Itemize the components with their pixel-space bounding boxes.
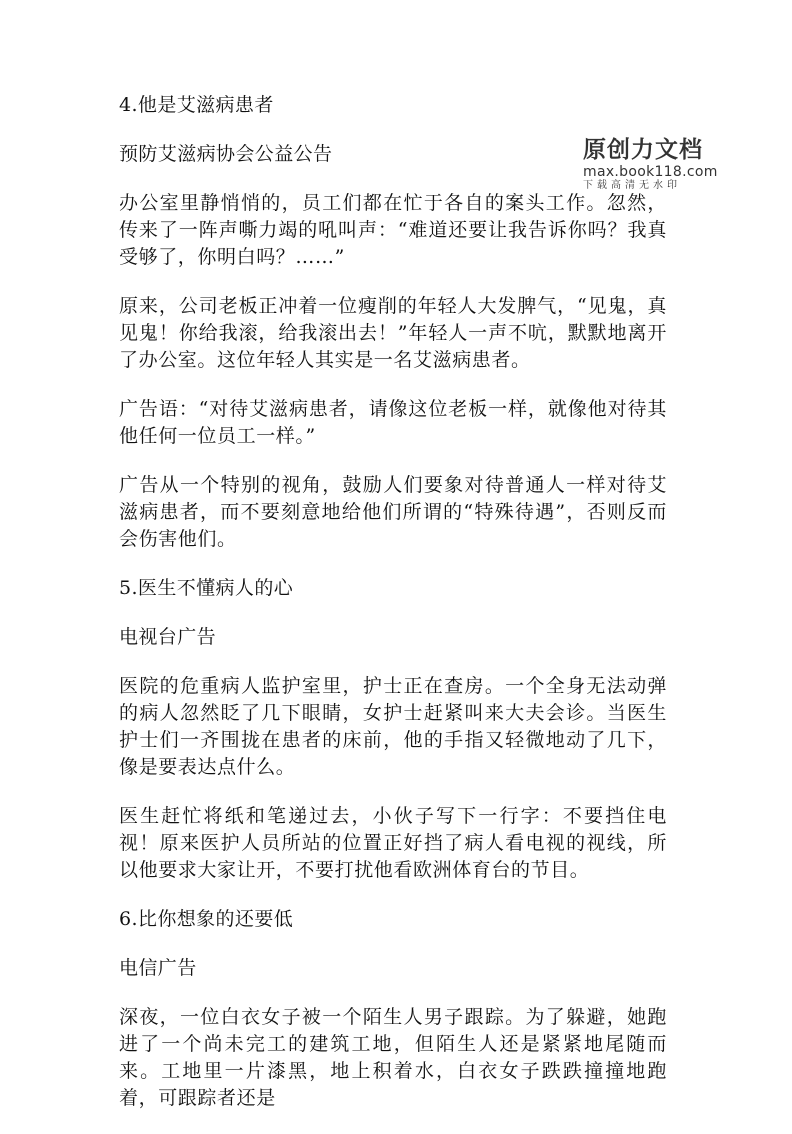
- paragraph: 广告从一个特别的视角，鼓励人们要象对待普通人一样对待艾滋病患者，而不要刻意地给他们所谓的“特殊待遇”，否则反而会伤害他们。: [119, 474, 667, 550]
- paragraph: 医院的危重病人监护室里，护士正在查房。一个全身无法动弹的病人忽然眨了几下眼睛，女护士赶紧叫来大夫会诊。当医生护士们一齐围拢在患者的床前，他的手指又轻微地动了几下，像是要表达点什么。: [119, 675, 667, 778]
- document-body: [119, 92, 667, 1134]
- watermark-url: max.book118.com: [583, 164, 718, 180]
- watermark-title: 原创力文档: [583, 137, 703, 163]
- section-heading: 4.他是艾滋病患者: [119, 94, 274, 116]
- section-heading: 6.比你想象的还要低: [119, 908, 294, 930]
- paragraph: 广告语：“对待艾滋病患者，请像这位老板一样，就像他对待其他任何一位员工一样。”: [119, 398, 667, 447]
- paragraph: 原来，公司老板正冲着一位瘦削的年轻人大发脾气，“见鬼，真见鬼！你给我滚，给我滚出去！”年轻人一声不吭，默默地离开了办公室。这位年轻人其实是一名艾滋病患者。: [119, 295, 667, 371]
- paragraph: 办公室里静悄悄的，员工们都在忙于各自的案头工作。忽然，传来了一阵声嘶力竭的吼叫声：“难道还要让我告诉你吗？我真受够了，你明白吗？……”: [119, 192, 667, 268]
- watermark-logo: [583, 136, 718, 192]
- section-source: 预防艾滋病协会公益公告: [119, 143, 333, 165]
- section-source: 电视台广告: [119, 626, 217, 648]
- watermark-subtitle: 下载高清无水印: [583, 180, 681, 191]
- section-source: 电信广告: [119, 957, 197, 979]
- paragraph: 深夜，一位白衣女子被一个陌生人男子跟踪。为了躲避，她跑进了一个尚未完工的建筑工地，但陌生人还是紧紧地尾随而来。工地里一片漆黑，地上积着水，白衣女子跌跌撞撞地跑着，可跟踪者还是: [119, 1006, 667, 1109]
- section-heading: 5.医生不懂病人的心: [119, 577, 294, 599]
- paragraph: 医生赶忙将纸和笔递过去，小伙子写下一行字：不要挡住电视！原来医护人员所站的位置正好挡了病人看电视的视线，所以他要求大家让开，不要打扰他看欧洲体育台的节目。: [119, 805, 667, 881]
